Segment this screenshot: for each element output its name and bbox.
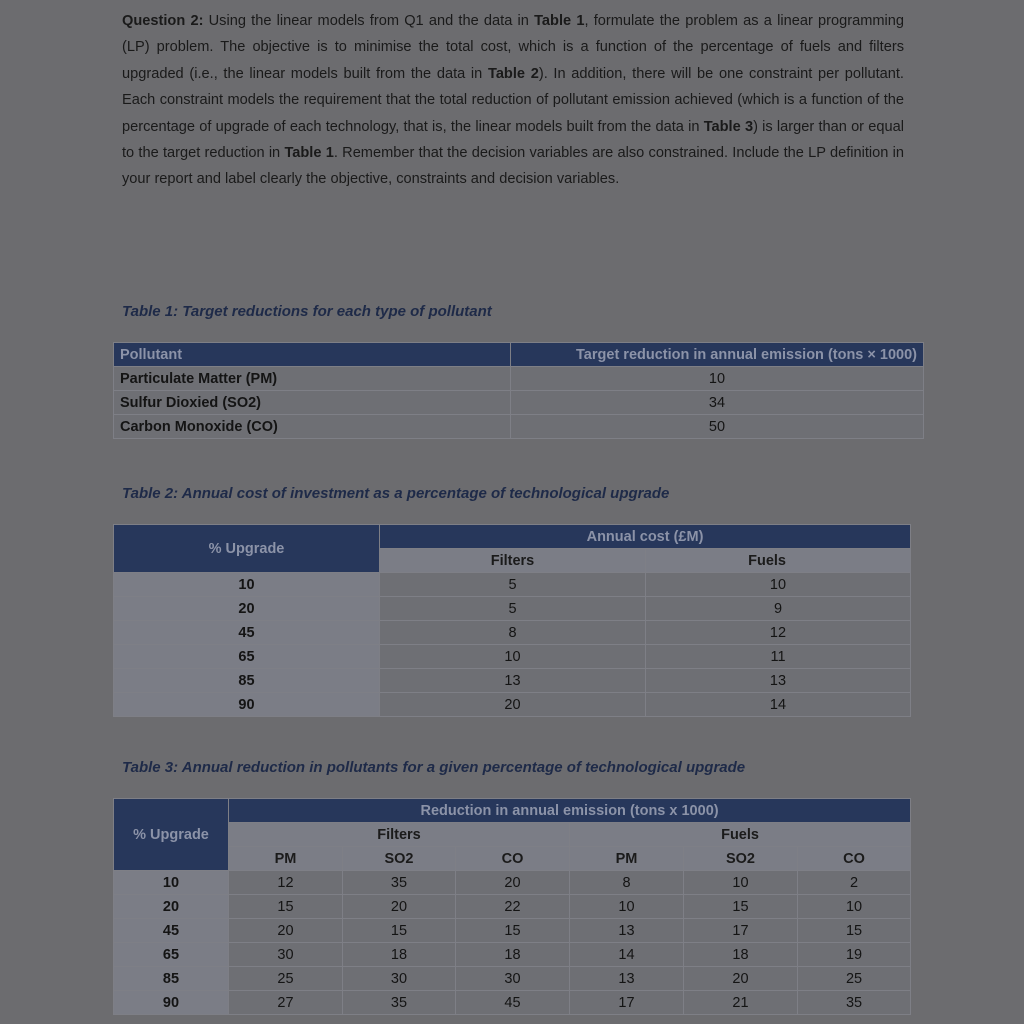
table-cell: 18: [343, 943, 456, 967]
table-row: [114, 391, 924, 415]
table-cell: 25: [229, 967, 343, 991]
table-cell: 10: [380, 645, 646, 669]
table-row: [114, 871, 911, 895]
table-row: [114, 895, 911, 919]
table-cell: 13: [570, 919, 684, 943]
table-tech-row: [114, 823, 911, 847]
table-cell: 10: [570, 895, 684, 919]
table-row: [114, 573, 911, 597]
column-header: Pollutant: [114, 343, 511, 367]
table-cell: 12: [646, 621, 911, 645]
column-header: PM: [570, 847, 684, 871]
table1-caption: Table 1: Target reductions for each type of pollutant: [122, 303, 492, 320]
table-row: [114, 415, 924, 439]
table-cell: 20: [684, 967, 798, 991]
table-cell: 22: [456, 895, 570, 919]
column-header: PM: [229, 847, 343, 871]
table2-caption: Table 2: Annual cost of investment as a percentage of technological upgrade: [122, 485, 670, 502]
table3-annual-reduction: [113, 798, 911, 1015]
table-cell: 8: [570, 871, 684, 895]
table-cell: 35: [798, 991, 911, 1015]
table-cell: 10: [646, 573, 911, 597]
table-cell: 15: [456, 919, 570, 943]
row-label: 45: [114, 919, 229, 943]
group-header: Reduction in annual emission (tons x 1000): [229, 799, 911, 823]
table-cell: 15: [343, 919, 456, 943]
table-row: [114, 597, 911, 621]
table-cell: 15: [229, 895, 343, 919]
table-cell: 19: [798, 943, 911, 967]
table-cell: 15: [684, 895, 798, 919]
table-cell: 14: [646, 693, 911, 717]
table-row: [114, 967, 911, 991]
column-header: Target reduction in annual emission (tons × 1000): [511, 343, 924, 367]
table-cell: 50: [511, 415, 924, 439]
row-label: 20: [114, 895, 229, 919]
table-cell: 25: [798, 967, 911, 991]
table-cell: 30: [456, 967, 570, 991]
table-row: [114, 693, 911, 717]
row-label: 85: [114, 669, 380, 693]
table-cell: 5: [380, 573, 646, 597]
row-label: 65: [114, 645, 380, 669]
table-cell: 20: [456, 871, 570, 895]
table-cell: 13: [646, 669, 911, 693]
column-header: SO2: [343, 847, 456, 871]
table-cell: 45: [456, 991, 570, 1015]
table-cell: 30: [229, 943, 343, 967]
table-header-row: [114, 799, 911, 823]
table-cell: 10: [798, 895, 911, 919]
table-cell: 35: [343, 871, 456, 895]
table-header-row: [114, 343, 924, 367]
question-heading: Question 2:: [122, 13, 204, 29]
row-label: 10: [114, 871, 229, 895]
row-label: Particulate Matter (PM): [114, 367, 511, 391]
table-cell: 20: [229, 919, 343, 943]
row-label: Carbon Monoxide (CO): [114, 415, 511, 439]
table-cell: 12: [229, 871, 343, 895]
table-cell: 18: [684, 943, 798, 967]
table-cell: 10: [684, 871, 798, 895]
question-paragraph: Question 2: Using the linear models from Q1 and the data in Table 1, formulate the problem as a linear programming (LP) problem. The objective is to minimise the total cost, which is a function of the percentage of fuels and filters upgraded (i.e., the linear models built from the data in Table 2). In addition, there will be one constraint per pollutant. Each constraint models the requirement that the total reduction of pollutant emission achieved (which is a function of the percentage of upgrade of each technology, that is, the linear models built from the data in Table 3) is larger than or equal to the target reduction in Table 1. Remember that the decision variables are also constrained. Include the LP definition in your report and label clearly the objective, constraints and decision variables.: [122, 13, 904, 188]
table-cell: 17: [570, 991, 684, 1015]
row-label: 90: [114, 991, 229, 1015]
table-cell: 15: [798, 919, 911, 943]
row-label: 20: [114, 597, 380, 621]
table2-annual-cost: [113, 524, 911, 717]
table-cell: 8: [380, 621, 646, 645]
table-row: [114, 943, 911, 967]
table3-caption: Table 3: Annual reduction in pollutants for a given percentage of technological upgrade: [122, 759, 746, 776]
corner-header: % Upgrade: [114, 525, 380, 573]
tech-header-fuels: Fuels: [570, 823, 911, 847]
table-row: [114, 991, 911, 1015]
table-cell: 11: [646, 645, 911, 669]
table-cell: 34: [511, 391, 924, 415]
table-cell: 13: [570, 967, 684, 991]
row-label: 10: [114, 573, 380, 597]
table-cell: 21: [684, 991, 798, 1015]
row-label: Sulfur Dioxied (SO2): [114, 391, 511, 415]
table-cell: 20: [380, 693, 646, 717]
row-label: 90: [114, 693, 380, 717]
column-header: Filters: [380, 549, 646, 573]
column-header: Fuels: [646, 549, 911, 573]
table-row: [114, 919, 911, 943]
table-cell: 2: [798, 871, 911, 895]
table-row: [114, 669, 911, 693]
table-cell: 20: [343, 895, 456, 919]
table-cell: 13: [380, 669, 646, 693]
table-header-row: [114, 525, 911, 549]
column-header: CO: [798, 847, 911, 871]
table-cell: 35: [343, 991, 456, 1015]
table-cell: 14: [570, 943, 684, 967]
table-cell: 18: [456, 943, 570, 967]
row-label: 65: [114, 943, 229, 967]
row-label: 85: [114, 967, 229, 991]
column-header: CO: [456, 847, 570, 871]
table-subheader-row: [114, 847, 911, 871]
table-row: [114, 621, 911, 645]
table-cell: 5: [380, 597, 646, 621]
row-label: 45: [114, 621, 380, 645]
table-cell: 27: [229, 991, 343, 1015]
column-header: SO2: [684, 847, 798, 871]
table-cell: 9: [646, 597, 911, 621]
corner-header: % Upgrade: [114, 799, 229, 871]
table-row: [114, 645, 911, 669]
table-row: [114, 367, 924, 391]
group-header: Annual cost (£M): [380, 525, 911, 549]
table-cell: 30: [343, 967, 456, 991]
table1-target-reductions: [113, 342, 924, 439]
tech-header-filters: Filters: [229, 823, 570, 847]
table-cell: 17: [684, 919, 798, 943]
table-cell: 10: [511, 367, 924, 391]
